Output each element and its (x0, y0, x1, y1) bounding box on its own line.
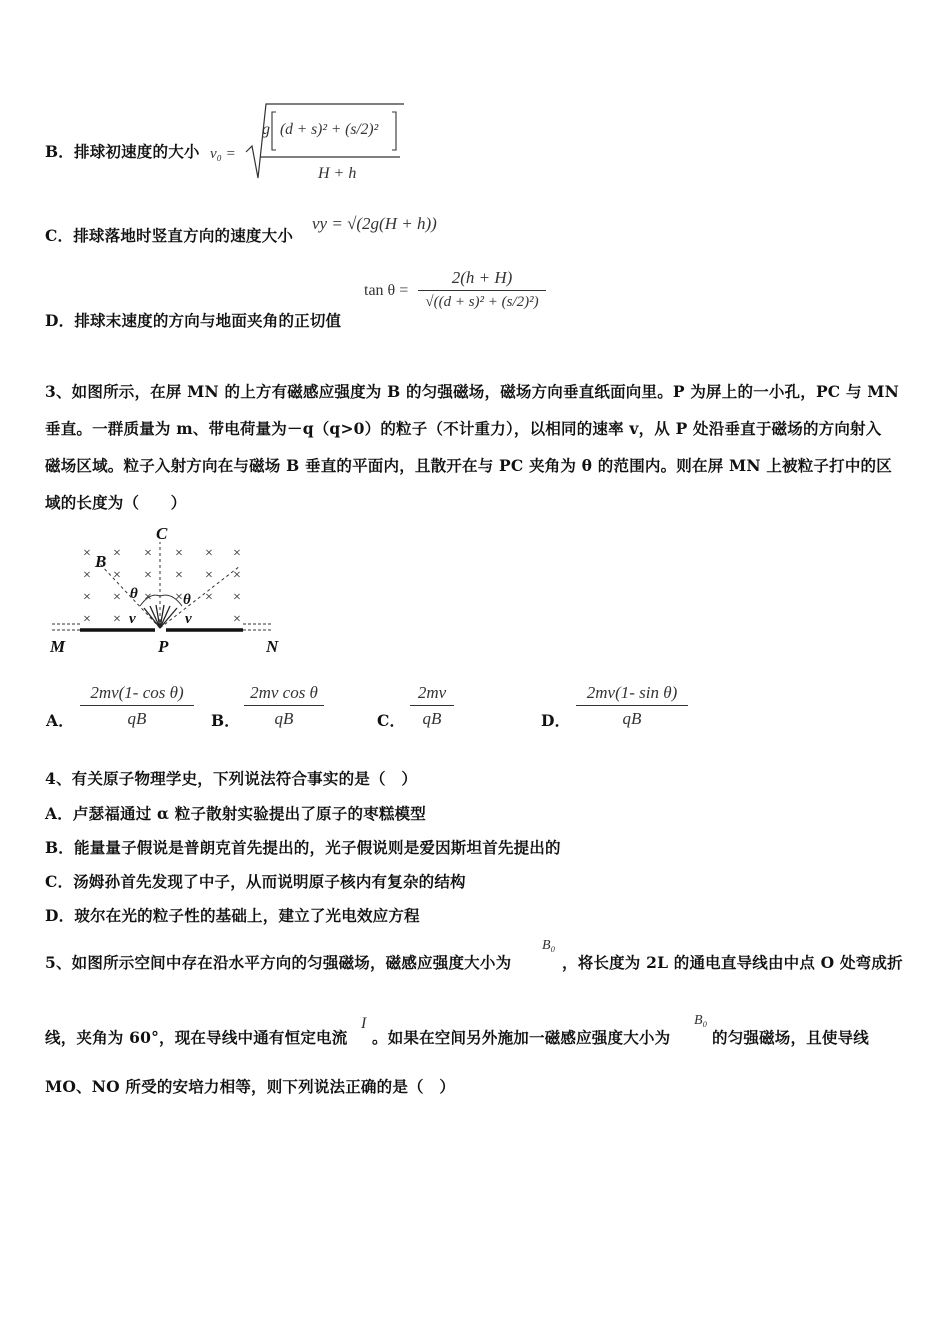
q2-option-d-fraction (418, 268, 546, 311)
q5-line-2-part-a: 线，夹角为 60°，现在导线中通有恒定电流 (45, 1028, 348, 1047)
q5-symbol-i: I (361, 1015, 367, 1032)
q5-line-1-part-a: 5、如图所示空间中存在沿水平方向的匀强磁场，磁感应强度大小为 (45, 953, 512, 972)
q5-line-2-part-c: 的匀强磁场，且使导线 (712, 1028, 870, 1047)
label-theta-right: θ (183, 592, 191, 608)
label-n: N (266, 637, 279, 656)
field-cross: × (113, 612, 121, 627)
q4-option-c: C．汤姆孙首先发现了中子，从而说明原子核内有复杂的结构 (45, 872, 466, 891)
q3-option-b-numerator: 2mv cos θ (244, 683, 324, 706)
q2-option-b-formula (244, 100, 406, 182)
q3-option-a-letter: A． (46, 711, 74, 730)
field-cross: × (205, 590, 213, 605)
q2-option-b-g: g (262, 121, 270, 138)
q3-stem-line-4: 域的长度为（ ） (45, 493, 187, 512)
q3-option-b-denominator: qB (274, 709, 294, 728)
q3-option-d-denominator: qB (622, 709, 642, 728)
field-cross: × (175, 546, 183, 561)
label-m: M (50, 637, 66, 656)
q3-stem-line-2: 垂直。一群质量为 m、带电荷量为－q（q>0）的粒子（不计重力），以相同的速率 v，从 P 处沿垂直于磁场的方向射入 (45, 419, 882, 438)
q5-symbol-b0: B₀ (542, 938, 556, 953)
q4-option-b: B．能量量子假说是普朗克首先提出的，光子假说则是爱因斯坦首先提出的 (45, 838, 561, 857)
q2-option-c-formula: vy = √(2g(H + h)) (312, 214, 437, 233)
q3-option-b-letter: B． (211, 711, 241, 730)
field-cross: × (113, 546, 121, 561)
q5-line-2-part-b: 。如果在空间另外施加一磁感应强度大小为 (372, 1028, 671, 1047)
q5-line-1-part-b: ，将长度为 2L 的通电直导线由中点 O 处弯成折 (562, 953, 903, 972)
q3-option-c-letter: C． (377, 711, 406, 730)
field-cross: × (175, 590, 183, 605)
q4-option-d: D．玻尔在光的粒子性的基础上，建立了光电效应方程 (45, 906, 420, 925)
q3-option-a-fraction (80, 683, 194, 729)
q5-symbol-b0-second: B₀ (694, 1013, 708, 1028)
q2-option-b-label: B．排球初速度的大小 (45, 142, 200, 161)
q2-option-d-numerator: 2(h + H) (418, 268, 546, 291)
q3-option-c-denominator: qB (422, 709, 442, 728)
field-cross: × (205, 546, 213, 561)
q3-option-b-fraction (244, 683, 324, 729)
field-cross: × (144, 568, 152, 583)
field-cross: × (233, 612, 241, 627)
q4-stem: 4、有关原子物理学史，下列说法符合事实的是（ ） (45, 769, 418, 788)
q2-option-b-denominator: H + h (318, 165, 357, 182)
field-cross: × (175, 568, 183, 583)
field-cross: × (233, 546, 241, 561)
q2-option-d-denominator: √((d + s)² + (s/2)²) (425, 294, 539, 310)
field-cross: × (233, 590, 241, 605)
q5-line-3: MO、NO 所受的安培力相等，则下列说法正确的是（ ） (45, 1077, 456, 1096)
field-cross: × (233, 568, 241, 583)
q3-stem-line-1: 3、如图所示，在屏 MN 的上方有磁感应强度为 B 的匀强磁场，磁场方向垂直纸面向里。P 为屏上的一小孔，PC 与 MN (45, 382, 899, 401)
q3-option-c-numerator: 2mv (410, 683, 454, 706)
field-cross: × (113, 568, 121, 583)
q2-option-d-lhs: tan θ = (364, 282, 409, 299)
q3-option-d-fraction (576, 683, 688, 729)
label-theta-left: θ (130, 586, 138, 602)
label-b: B (95, 552, 107, 571)
field-cross: × (83, 568, 91, 583)
q3-option-d-numerator: 2mv(1- sin θ) (576, 683, 688, 706)
q2-option-b-lhs: v₀ = (210, 146, 236, 162)
q3-option-c-fraction (411, 683, 453, 729)
q3-option-d-letter: D． (541, 711, 571, 730)
label-p: P (158, 637, 169, 656)
q2-option-d-label: D．排球末速度的方向与地面夹角的正切值 (45, 311, 342, 330)
q3-magnetic-field-figure (40, 520, 290, 660)
label-c: C (156, 524, 168, 543)
q3-option-a-numerator: 2mv(1- cos θ) (80, 683, 194, 706)
field-cross: × (205, 568, 213, 583)
q2-option-b-numerator: (d + s)² + (s/2)² (280, 121, 379, 138)
field-cross: × (144, 546, 152, 561)
q3-option-a-denominator: qB (127, 709, 147, 728)
label-v-left: v (129, 611, 136, 627)
field-cross: × (83, 590, 91, 605)
label-v-right: v (185, 611, 192, 627)
field-cross: × (83, 612, 91, 627)
field-cross: × (83, 546, 91, 561)
q4-option-a: A．卢瑟福通过 α 粒子散射实验提出了原子的枣糕模型 (45, 804, 426, 823)
q3-stem-line-3: 磁场区域。粒子入射方向在与磁场 B 垂直的平面内，且散开在与 PC 夹角为 θ 的范围内。则在屏 MN 上被粒子打中的区 (45, 456, 892, 475)
q2-option-c-label: C．排球落地时竖直方向的速度大小 (45, 226, 294, 245)
field-cross: × (113, 590, 121, 605)
field-cross: × (144, 590, 152, 605)
